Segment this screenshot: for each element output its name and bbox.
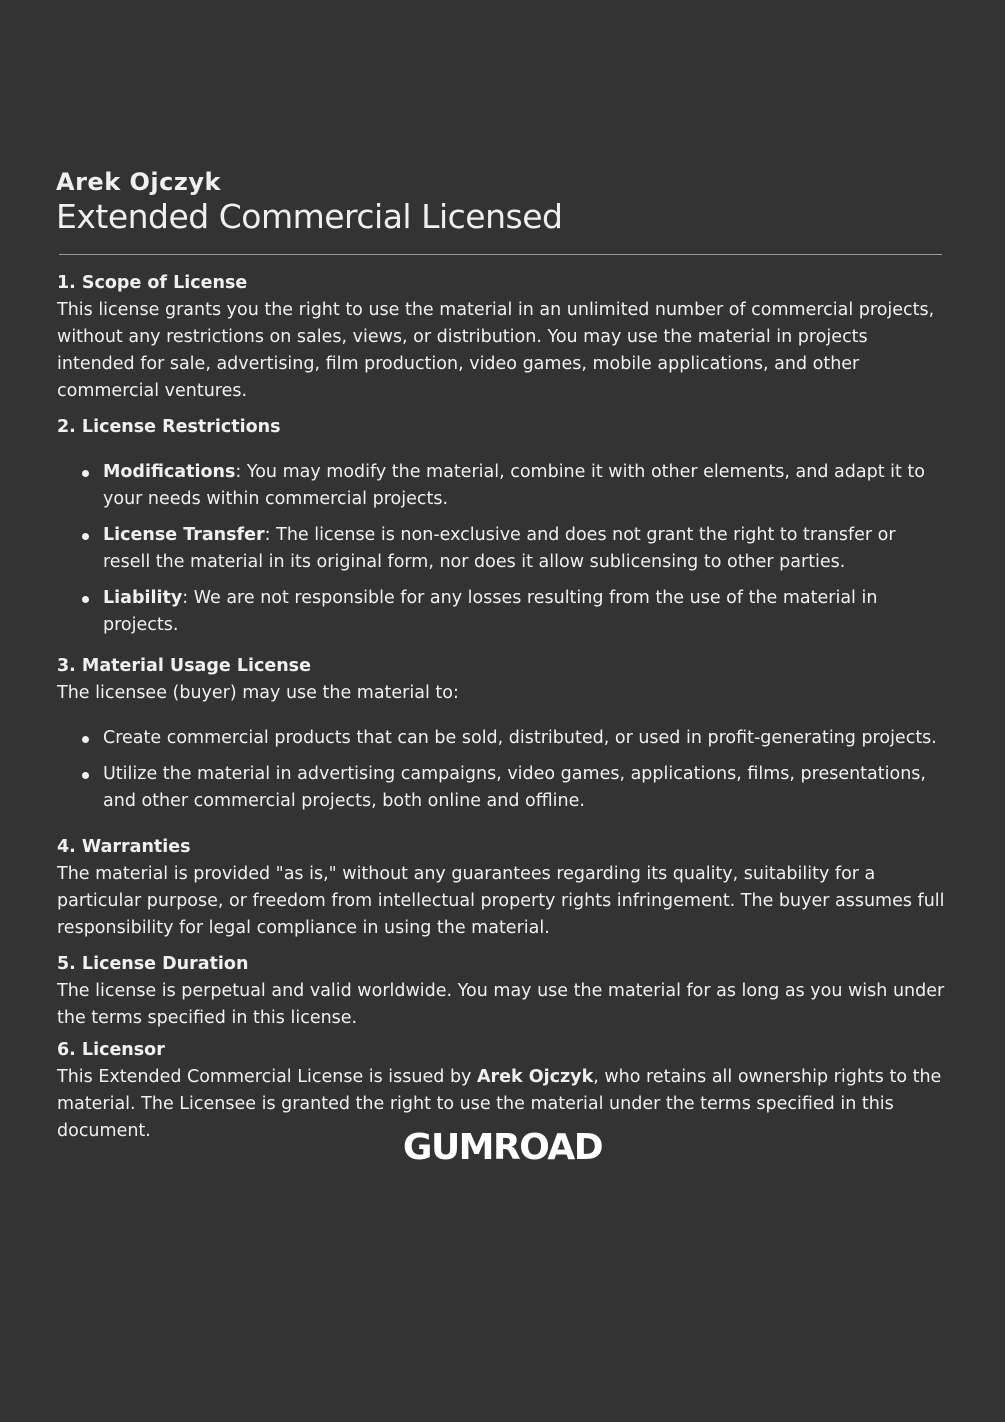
list-item <box>57 522 947 576</box>
section-body: The license is perpetual and valid worldwide. You may use the material for as long as you wish under the terms specified in this license. <box>57 981 945 1028</box>
section-restrictions <box>57 414 947 639</box>
document-title: Extended Commercial Licensed <box>56 197 563 236</box>
list-item <box>57 585 947 639</box>
section-heading: 4. Warranties <box>57 837 191 857</box>
gumroad-logo: GUMROAD <box>402 1127 603 1168</box>
section-scope <box>57 270 947 405</box>
section-heading: 1. Scope of License <box>57 273 248 293</box>
usage-list <box>57 725 947 815</box>
section-body: This license grants you the right to use the material in an unlimited number of commercial projects, without any restrictions on sales, views, or distribution. You may use the material in projects intended for sale, advertising, film production, video games, mobile applications, and other commercial ventures. <box>57 300 935 401</box>
list-item <box>57 761 947 815</box>
section-heading: 2. License Restrictions <box>57 417 281 437</box>
list-item-text: Create commercial products that can be sold, distributed, or used in profit-generating projects. <box>103 728 937 748</box>
license-document <box>57 165 947 1145</box>
bullet-icon <box>82 736 89 743</box>
bullet-icon <box>82 533 89 540</box>
list-item-text: : We are not responsible for any losses resulting from the use of the material in projects. <box>103 588 878 635</box>
section-heading: 6. Licensor <box>57 1040 165 1060</box>
list-item-text: : You may modify the material, combine it with other elements, and adapt it to your needs within commercial projects. <box>103 462 925 509</box>
section-intro: The licensee (buyer) may use the material to: <box>57 683 459 703</box>
list-item <box>57 725 947 752</box>
licensor-text-start: This Extended Commercial License is issued by <box>57 1067 477 1087</box>
bullet-icon <box>82 470 89 477</box>
author-name: Arek Ojczyk <box>56 168 221 196</box>
section-heading: 3. Material Usage License <box>57 656 311 676</box>
footer <box>0 1128 1005 1168</box>
section-duration <box>57 951 947 1032</box>
section-warranties <box>57 834 947 942</box>
section-heading: 5. License Duration <box>57 954 249 974</box>
section-usage <box>57 653 947 815</box>
list-item <box>57 459 947 513</box>
section-body: The material is provided "as is," without any guarantees regarding its quality, suitability for a particular purpose, or freedom from intellectual property rights infringement. The buyer assumes full responsibility for legal compliance in using the material. <box>57 864 945 938</box>
bullet-icon <box>82 772 89 779</box>
licensor-name: Arek Ojczyk <box>476 1067 594 1087</box>
bullet-icon <box>82 596 89 603</box>
licensor-text-end: , who retains all ownership rights to the material. The Licensee is granted the right to use the material under the terms specified in this document. <box>57 1067 942 1141</box>
list-item-term: Liability <box>103 588 183 608</box>
title-divider <box>59 254 942 255</box>
restrictions-list <box>57 459 947 639</box>
list-item-text: : The license is non-exclusive and does not grant the right to transfer or resell the material in its original form, nor does it allow sublicensing to other parties. <box>103 525 896 572</box>
list-item-term: License Transfer <box>103 525 265 545</box>
list-item-term: Modifications <box>103 462 236 482</box>
list-item-text: Utilize the material in advertising campaigns, video games, applications, films, presentations, and other commercial projects, both online and offline. <box>103 764 926 811</box>
